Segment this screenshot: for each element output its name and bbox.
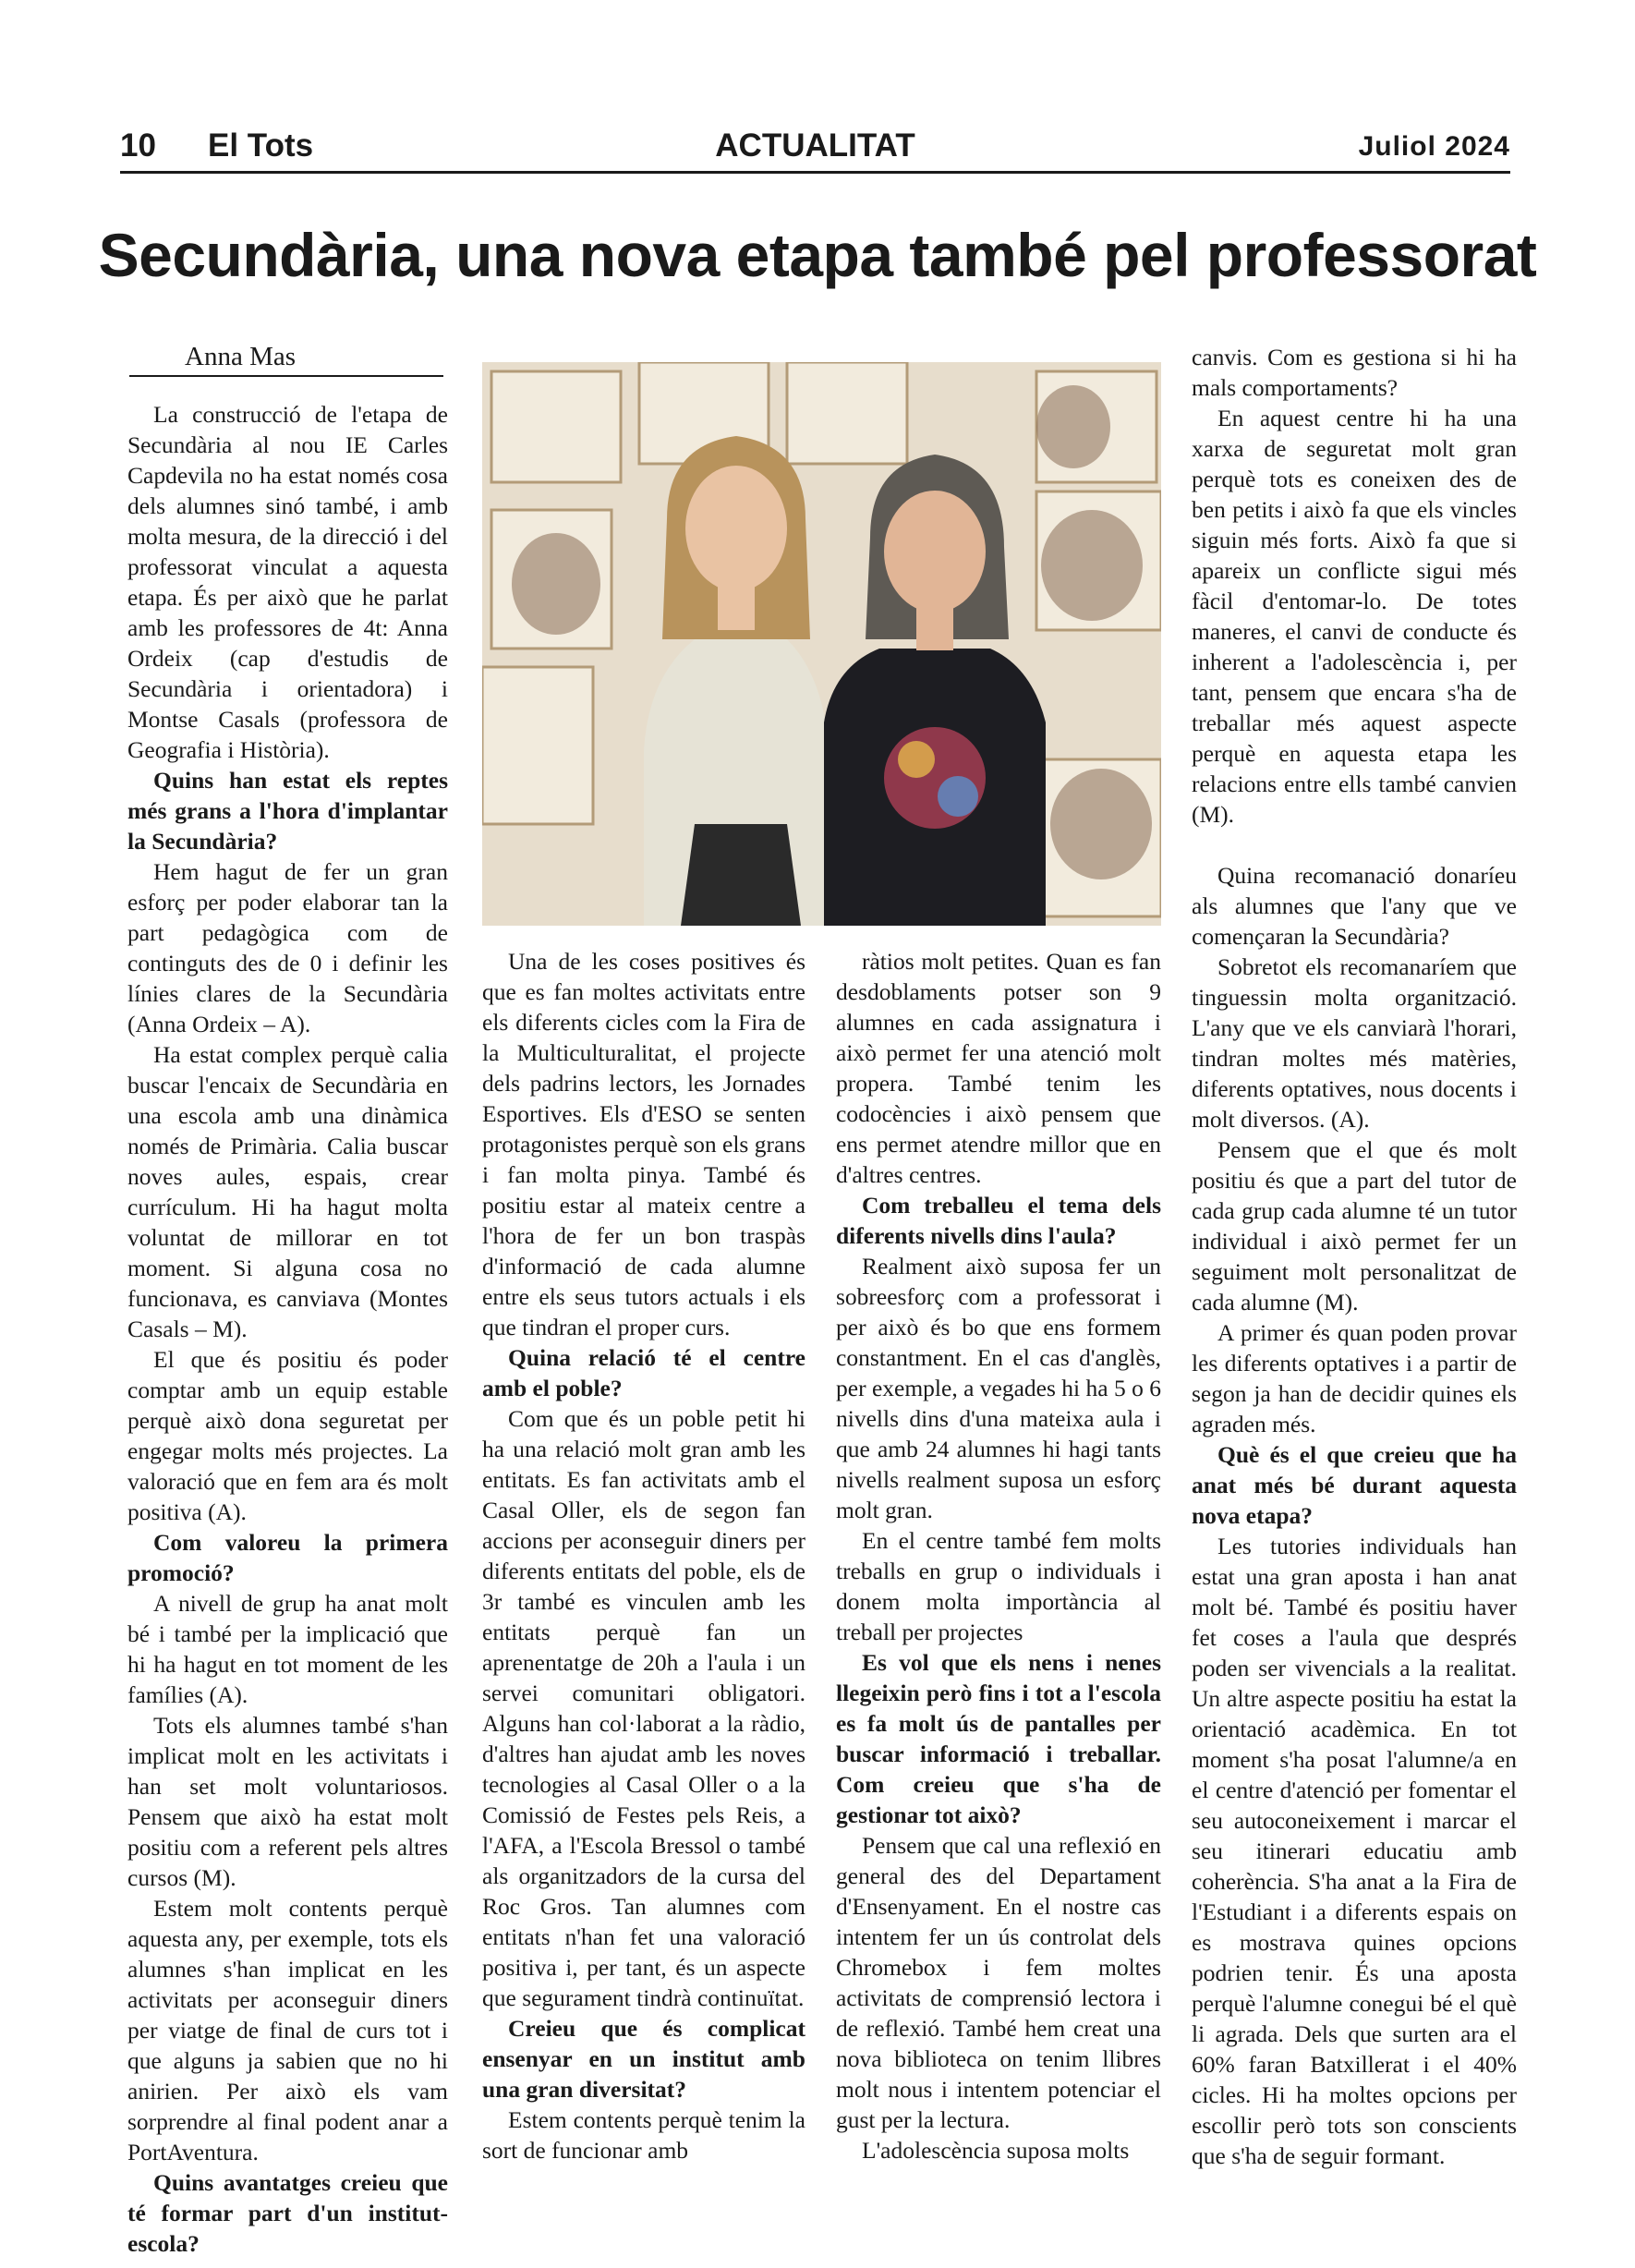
interview-question: Quina relació té el centre amb el poble? <box>482 1344 805 1401</box>
body-paragraph: canvis. Com es gestiona si hi ha mals comportaments? <box>1192 344 1517 401</box>
body-paragraph: ràtios molt petites. Quan es fan desdoblaments potser son 9 alumnes en cada assignatura i això permet fer una atenció molt propera. També tenim les codocències i això pensem que ens permet atendre millor que en d'altres centres. <box>836 948 1161 1188</box>
header-rule <box>120 171 1510 174</box>
interview-question: Es vol que els nens i nenes llegeixin però fins i tot a l'escola es fa molt ús de pantalles per buscar informació i treballar. Com creieu que s'ha de gestionar tot això? <box>836 1649 1161 1828</box>
interview-question: Quins han estat els reptes més grans a l'hora d'implantar la Secundària? <box>127 767 448 855</box>
body-paragraph: La construcció de l'etapa de Secundària al nou IE Carles Capdevila no ha estat només cosa dels alumnes sinó també, i amb molta mesura, de la direcció i del professorat vinculat a aquesta etapa. És per això que he parlat amb les professores de 4t: Anna Ordeix (cap d'estudis de Secundària i orientadora) i Montse Casals (professora de Geografia i Història). <box>127 401 448 763</box>
publication-name: El Tots <box>208 127 314 164</box>
body-paragraph: Estem contents perquè tenim la sort de funcionar amb <box>482 2106 805 2164</box>
article-column-3 <box>836 946 1161 2165</box>
body-paragraph: Com que és un poble petit hi ha una relació molt gran amb les entitats. Es fan activitats amb el Casal Oller, els de segon fan accions per aconseguir diners per diferents entitats del poble, els de 3r també es vinculen amb les entitats perquè fan un aprenentatge de 20h a l'aula i un servei comunitari obligatori. Alguns han col·laborat a la ràdio, d'altres han ajudat amb les noves tecnologies al Casal Oller o a la Comissió de Festes pels Reis, a l'AFA, a l'Escola Bressol o també als organitzadors de la cursa del Roc Gros. Tan alumnes com entitats n'han fet una valoració positiva i, per tant, és un aspecte que segurament tindrà continuïtat. <box>482 1405 805 2011</box>
body-paragraph: Pensem que cal una reflexió en general des del Departament d'Ensenyament. En el nostre cas intentem fer un ús controlat dels Chromebox i fem moltes activitats de comprensió lectora i de reflexió. També hem creat una nova biblioteca on tenim llibres molt nous i intentem potenciar el gust per la lectura. <box>836 1832 1161 2133</box>
body-paragraph: Una de les coses positives és que es fan moltes activitats entre els diferents cicles com la Fira de la Multiculturalitat, el projecte dels padrins lectors, les Jornades Esportives. Els d'ESO se senten protagonistes perquè son els grans i fan molta pinya. També és positiu estar al mateix centre a l'hora de fer un bon traspàs d'informació de cada alumne entre els seus tutors actuals i els que tindran el proper curs. <box>482 948 805 1340</box>
body-paragraph: En aquest centre hi ha una xarxa de seguretat molt gran perquè tots es coneixen des de ben petits i això fa que els vincles siguin més forts. Això fa que si apareix un conflicte sigui més fàcil d'entomar-lo. De totes maneres, el canvi de conducte és inherent a l'adolescència i, per tant, pensem que encara s'ha de treballar més aquest aspecte perquè en aquesta etapa les relacions entre ells també canvien (M). <box>1192 405 1517 828</box>
interview-question: Què és el que creieu que ha anat més bé durant aquesta nova etapa? <box>1192 1441 1517 1529</box>
body-paragraph: Sobretot els recomanaríem que tinguessin molta organització. L'any que ve els canviarà l'horari, tindran moltes més matèries, diferents optatives, nous docents i molt diversos. (A). <box>1192 953 1517 1133</box>
body-paragraph: Pensem que el que és molt positiu és que a part del tutor de cada grup cada alumne té un tutor individual i això permet fer un seguiment molt personalitzat de cada alumne (M). <box>1192 1136 1517 1316</box>
author-byline: Anna Mas <box>185 342 297 371</box>
interview-question: Creieu que és complicat ensenyar en un institut amb una gran diversitat? <box>482 2015 805 2103</box>
article-headline: Secundària, una nova etapa també pel professorat <box>98 221 1537 289</box>
interview-question: Quina recomanació donaríeu als alumnes que l'any que ve començaran la Secundària? <box>1192 862 1517 950</box>
body-paragraph: Ha estat complex perquè calia buscar l'encaix de Secundària en una escola amb una dinàmica només de Primària. Calia buscar noves aules, espais, crear currículum. Hi ha hagut molta voluntat de millorar en tot moment. Si alguna cosa no funcionava, es canviava (Montes Casals – M). <box>127 1041 448 1342</box>
body-paragraph: En el centre també fem molts treballs en grup o individuals i donem molta importància al treball per projectes <box>836 1527 1161 1645</box>
section-title: ACTUALITAT <box>715 127 915 164</box>
interview-question: Com valoreu la primera promoció? <box>127 1529 448 1586</box>
photo-two-teachers-icon <box>482 362 1161 926</box>
article-column-4 <box>1192 342 1517 2171</box>
interview-question: Com treballeu el tema dels diferents nivells dins l'aula? <box>836 1192 1161 1249</box>
page-number: 10 <box>120 127 156 164</box>
article-photo <box>482 362 1161 926</box>
body-paragraph: Les tutories individuals han estat una gran aposta i han anat molt bé. També és positiu haver fet coses a l'aula que després poden ser vivencials a la realitat. Un altre aspecte positiu ha estat la orientació acadèmica. En tot moment s'ha posat l'alumne/a en el centre d'atenció per fomentar el seu autoconeixement i marcar el seu itinerari educatiu amb coherència. S'ha anat a la Fira de l'Estudiant i a diferents espais on es mostrava quines opcions podrien tenir. És una aposta perquè l'alumne conegui bé el què li agrada. Dels que surten ara el 60% faran Batxillerat i el 40% cicles. Hi ha moltes opcions per escollir però tots son conscients que s'ha de seguir formant. <box>1192 1533 1517 2169</box>
body-paragraph: El que és positiu és poder comptar amb un equip estable perquè això dona seguretat per engegar molts més projectes. La valoració que en fem ara és molt positiva (A). <box>127 1346 448 1525</box>
issue-date: Juliol 2024 <box>1358 131 1510 162</box>
interview-question: Quins avantatges creieu que té formar part d'un institut-escola? <box>127 2169 448 2257</box>
article-column-1 <box>127 399 448 2259</box>
body-paragraph: Tots els alumnes també s'han implicat molt en les activitats i han set molt voluntariosos. Pensem que això ha estat molt positiu com a referent pels altres cursos (M). <box>127 1712 448 1891</box>
article-column-2 <box>482 946 805 2165</box>
body-paragraph: A nivell de grup ha anat molt bé i també per la implicació que hi ha hagut en tot moment de les famílies (A). <box>127 1590 448 1708</box>
body-paragraph: A primer és quan poden provar les diferents optatives i a partir de segon ja han de decidir quines els agraden més. <box>1192 1319 1517 1437</box>
byline-rule <box>129 375 443 377</box>
body-paragraph: L'adolescència suposa molts <box>862 2137 1130 2164</box>
page-header <box>120 127 1510 168</box>
body-paragraph: Estem molt contents perquè aquesta any, per exemple, tots els alumnes s'han implicat en les activitats per aconseguir diners per viatge de final de curs tot i que alguns ja sabien que no hi anirien. Per això els vam sorprendre al final podent anar a PortAventura. <box>127 1895 448 2165</box>
body-paragraph: Realment això suposa fer un sobreesforç com a professorat i per això és bo que ens formem constantment. En el cas d'anglès, per exemple, a vegades hi ha 5 o 6 nivells dins d'una mateixa aula i que amb 24 alumnes hi hagi tants nivells realment suposa un esforç molt gran. <box>836 1253 1161 1523</box>
body-paragraph: Hem hagut de fer un gran esforç per poder elaborar tan la part pedagògica com de continguts des de 0 i definir les línies clares de la Secundària (Anna Ordeix – A). <box>127 858 448 1037</box>
